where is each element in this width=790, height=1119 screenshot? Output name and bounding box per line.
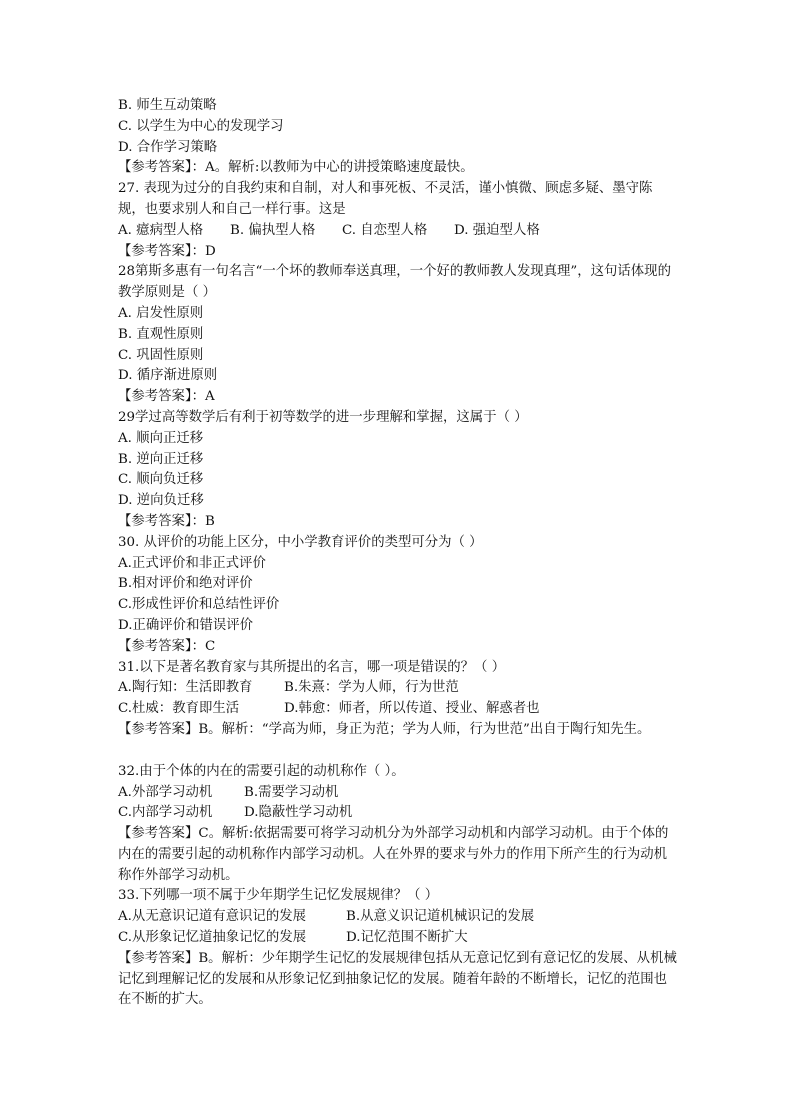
answer-31: 【参考答案】B。解析：“学高为师，身正为范；学为人师，行为世范”出自于陶行知先生。 bbox=[118, 721, 651, 737]
option-b: B. 直观性原则 bbox=[118, 326, 204, 342]
option-d: D.正确评价和错误评价 bbox=[118, 617, 254, 633]
option-d: D. 强迫型人格 bbox=[454, 222, 540, 238]
option-d: D. 逆向负迁移 bbox=[118, 493, 204, 509]
option-d: D.记忆范围不断扩大 bbox=[346, 930, 468, 946]
option-d: D. 合作学习策略 bbox=[118, 139, 218, 155]
answer-32: 【参考答案】C。解析:依据需要可将学习动机分为外部学习动机和内部学习动机。由于个体的内在的需要引起的动机称作内部学习动机。人在外界的要求与外力的作用下所产生的行为动机称作外部学习动机。 bbox=[118, 826, 669, 883]
option-b: B. 师生互动策略 bbox=[118, 98, 217, 113]
question-27: 27. 表现为过分的自我约束和自制，对人和事死板、不灵活，谨小慎微、顾虑多疑、墨守陈规，也要求别人和自己一样行事。这是 bbox=[118, 181, 653, 217]
question-28: 28第斯多惠有一句名言“一个坏的教师奉送真理，一个好的教师教人发现真理”，这句话体现的教学原则是（ ） bbox=[118, 264, 671, 301]
option-a: A.外部学习动机 bbox=[118, 784, 213, 800]
option-c: C.从形象记忆道抽象记忆的发展 bbox=[118, 930, 307, 946]
option-c: C. 顺向负迁移 bbox=[118, 472, 204, 488]
option-b: B. 逆向正迁移 bbox=[118, 451, 204, 467]
answer-30: 【参考答案】：C bbox=[118, 638, 216, 654]
option-d: D.韩愈：师者，所以传道、授业、解惑者也 bbox=[284, 701, 540, 717]
option-b: B.相对评价和绝对评价 bbox=[118, 576, 253, 592]
document-body bbox=[118, 96, 678, 1011]
option-b: B.需要学习动机 bbox=[244, 784, 339, 800]
question-33-options-cd bbox=[118, 928, 678, 949]
option-b: B.朱熹：学为人师，行为世范 bbox=[284, 680, 459, 696]
question-32-options-cd bbox=[118, 803, 678, 824]
answer-28: 【参考答案】：A bbox=[118, 389, 215, 405]
blank-line bbox=[118, 741, 678, 762]
question-33-options-ab bbox=[118, 907, 678, 928]
option-d: D. 循序渐进原则 bbox=[118, 368, 218, 384]
answer-26: 【参考答案】：A。解析:以教师为中心的讲授策略速度最快。 bbox=[118, 160, 474, 176]
option-b: B.从意义识记道机械识记的发展 bbox=[346, 909, 535, 925]
option-c: C.形成性评价和总结性评价 bbox=[118, 597, 280, 613]
option-c: C. 以学生为中心的发现学习 bbox=[118, 118, 284, 134]
option-a: A. 癔病型人格 bbox=[118, 222, 204, 238]
question-32: 32.由于个体的内在的需要引起的动机称作（ ）。 bbox=[118, 763, 405, 779]
option-a: A.正式评价和非正式评价 bbox=[118, 555, 266, 571]
option-b: B. 偏执型人格 bbox=[230, 222, 316, 238]
option-a: A.陶行知：生活即教育 bbox=[118, 680, 253, 696]
question-29: 29学过高等数学后有利于初等数学的进一步理解和掌握，这属于（ ） bbox=[118, 409, 528, 425]
option-c: C.杜威：教育即生活 bbox=[118, 701, 240, 717]
question-27-options bbox=[118, 221, 678, 242]
option-d: D.隐蔽性学习动机 bbox=[244, 805, 353, 821]
question-31-options-cd bbox=[118, 699, 678, 720]
question-32-options-ab bbox=[118, 783, 678, 804]
option-a: A. 启发性原则 bbox=[118, 305, 204, 321]
answer-29: 【参考答案】：B bbox=[118, 513, 215, 529]
question-33: 33.下列哪一项不属于少年期学生记忆发展规律？（ ） bbox=[118, 888, 439, 904]
answer-27: 【参考答案】：D bbox=[118, 243, 216, 259]
answer-33: 【参考答案】B。解析：少年期学生记忆的发展规律包括从无意记忆到有意记忆的发展、从机械记忆到理解记忆的发展和从形象记忆到抽象记忆的发展。随着年龄的不断增长，记忆的范围也在不断的扩大。 bbox=[118, 950, 677, 1008]
option-a: A. 顺向正迁移 bbox=[118, 430, 204, 446]
question-31: 31.以下是著名教育家与其所提出的名言，哪一项是错误的？（ ） bbox=[118, 659, 506, 675]
question-31-options-ab bbox=[118, 678, 678, 699]
option-c: C.内部学习动机 bbox=[118, 805, 213, 821]
option-a: A.从无意识记道有意识记的发展 bbox=[118, 909, 307, 925]
question-30: 30. 从评价的功能上区分，中小学教育评价的类型可分为（ ） bbox=[118, 534, 483, 550]
option-c: C. 自恋型人格 bbox=[342, 222, 428, 238]
option-c: C. 巩固性原则 bbox=[118, 347, 204, 363]
